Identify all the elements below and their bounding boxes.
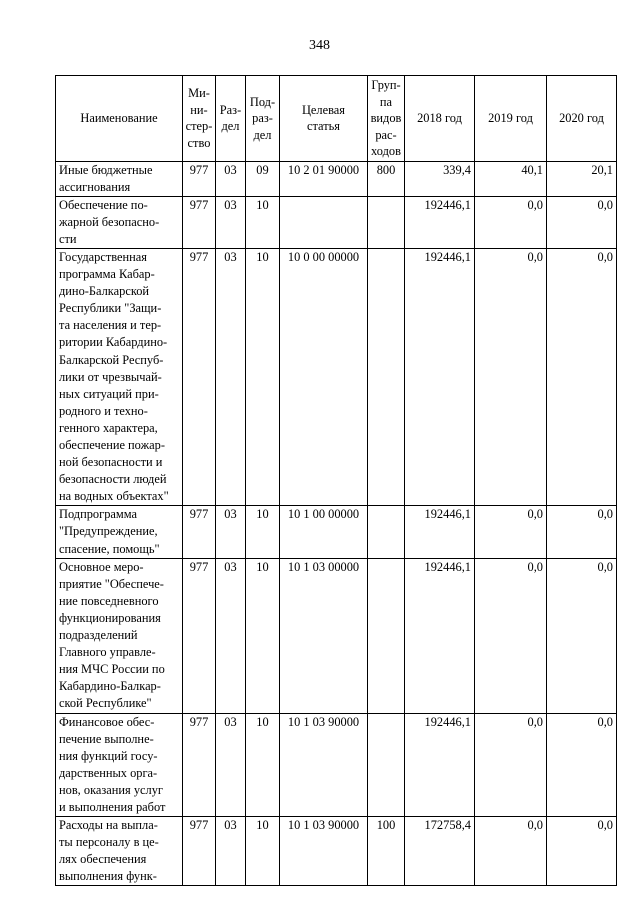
table-header-row xyxy=(56,76,617,162)
row-group xyxy=(368,196,405,248)
header-2018: 2018 год xyxy=(405,76,475,162)
row-section: 03 xyxy=(216,248,246,505)
row-2019: 0,0 xyxy=(475,817,547,886)
row-ministry: 977 xyxy=(183,161,216,196)
row-subsection: 10 xyxy=(246,713,280,817)
row-2018: 192446,1 xyxy=(405,713,475,817)
row-2019: 0,0 xyxy=(475,196,547,248)
row-2018: 192446,1 xyxy=(405,506,475,558)
row-name: Государственная программа Кабар- дино-Балкарской Республики "Защи- та населения и тер- ритории Кабардино- Балкарской Респуб- лики от чрезвычай- ных ситуаций при- родного и техно- генного характера, обеспечение пожар- ной безопасности и безопасности людей на водных объектах" xyxy=(56,248,183,505)
row-subsection: 10 xyxy=(246,506,280,558)
row-group xyxy=(368,558,405,713)
row-2019: 40,1 xyxy=(475,161,547,196)
table-row xyxy=(56,713,617,817)
header-subsection: Под- раз- дел xyxy=(246,76,280,162)
row-group: 100 xyxy=(368,817,405,886)
row-subsection: 09 xyxy=(246,161,280,196)
row-name: Финансовое обес- печение выполне- ния функций госу- дарственных орга- нов, оказания услуг и выполнения работ xyxy=(56,713,183,817)
page-number: 348 xyxy=(309,38,330,53)
row-2019: 0,0 xyxy=(475,558,547,713)
row-subsection: 10 xyxy=(246,196,280,248)
budget-table xyxy=(55,75,617,886)
row-section: 03 xyxy=(216,558,246,713)
row-section: 03 xyxy=(216,196,246,248)
row-2018: 339,4 xyxy=(405,161,475,196)
row-section: 03 xyxy=(216,713,246,817)
row-target: 10 2 01 90000 xyxy=(280,161,368,196)
row-ministry: 977 xyxy=(183,248,216,505)
table-row xyxy=(56,506,617,558)
row-target: 10 0 00 00000 xyxy=(280,248,368,505)
row-group: 800 xyxy=(368,161,405,196)
row-group xyxy=(368,713,405,817)
header-ministry: Ми- ни- стер- ство xyxy=(183,76,216,162)
table-row xyxy=(56,817,617,886)
header-name: Наименование xyxy=(56,76,183,162)
row-target: 10 1 00 00000 xyxy=(280,506,368,558)
row-target: 10 1 03 90000 xyxy=(280,817,368,886)
header-group: Груп- па видов рас- ходов xyxy=(368,76,405,162)
header-section: Раз- дел xyxy=(216,76,246,162)
row-name: Иные бюджетные ассигнования xyxy=(56,161,183,196)
table-row xyxy=(56,161,617,196)
row-2020: 0,0 xyxy=(547,713,617,817)
row-2020: 0,0 xyxy=(547,558,617,713)
table-row xyxy=(56,196,617,248)
row-section: 03 xyxy=(216,161,246,196)
row-2018: 192446,1 xyxy=(405,196,475,248)
row-ministry: 977 xyxy=(183,558,216,713)
table-body xyxy=(56,161,617,886)
row-ministry: 977 xyxy=(183,817,216,886)
table-row xyxy=(56,558,617,713)
row-subsection: 10 xyxy=(246,558,280,713)
row-subsection: 10 xyxy=(246,817,280,886)
row-2020: 20,1 xyxy=(547,161,617,196)
row-target: 10 1 03 00000 xyxy=(280,558,368,713)
row-2018: 172758,4 xyxy=(405,817,475,886)
row-2019: 0,0 xyxy=(475,713,547,817)
header-target: Целевая статья xyxy=(280,76,368,162)
row-2018: 192446,1 xyxy=(405,558,475,713)
row-name: Подпрограмма "Предупреждение, спасение, помощь" xyxy=(56,506,183,558)
row-target xyxy=(280,196,368,248)
row-2020: 0,0 xyxy=(547,506,617,558)
row-ministry: 977 xyxy=(183,196,216,248)
table-row xyxy=(56,248,617,505)
row-section: 03 xyxy=(216,817,246,886)
row-group xyxy=(368,248,405,505)
row-2019: 0,0 xyxy=(475,248,547,505)
row-ministry: 977 xyxy=(183,506,216,558)
row-2020: 0,0 xyxy=(547,817,617,886)
row-group xyxy=(368,506,405,558)
row-ministry: 977 xyxy=(183,713,216,817)
row-subsection: 10 xyxy=(246,248,280,505)
row-2020: 0,0 xyxy=(547,248,617,505)
row-target: 10 1 03 90000 xyxy=(280,713,368,817)
row-name: Основное меро- приятие "Обеспече- ние повседневного функционирования подразделений Главного управле- ния МЧС России по Кабардино-Балкар- ской Республике" xyxy=(56,558,183,713)
row-section: 03 xyxy=(216,506,246,558)
row-2019: 0,0 xyxy=(475,506,547,558)
header-2020: 2020 год xyxy=(547,76,617,162)
header-2019: 2019 год xyxy=(475,76,547,162)
row-2018: 192446,1 xyxy=(405,248,475,505)
row-2020: 0,0 xyxy=(547,196,617,248)
row-name: Расходы на выпла- ты персоналу в це- лях обеспечения выполнения функ- xyxy=(56,817,183,886)
row-name: Обеспечение по- жарной безопасно- сти xyxy=(56,196,183,248)
